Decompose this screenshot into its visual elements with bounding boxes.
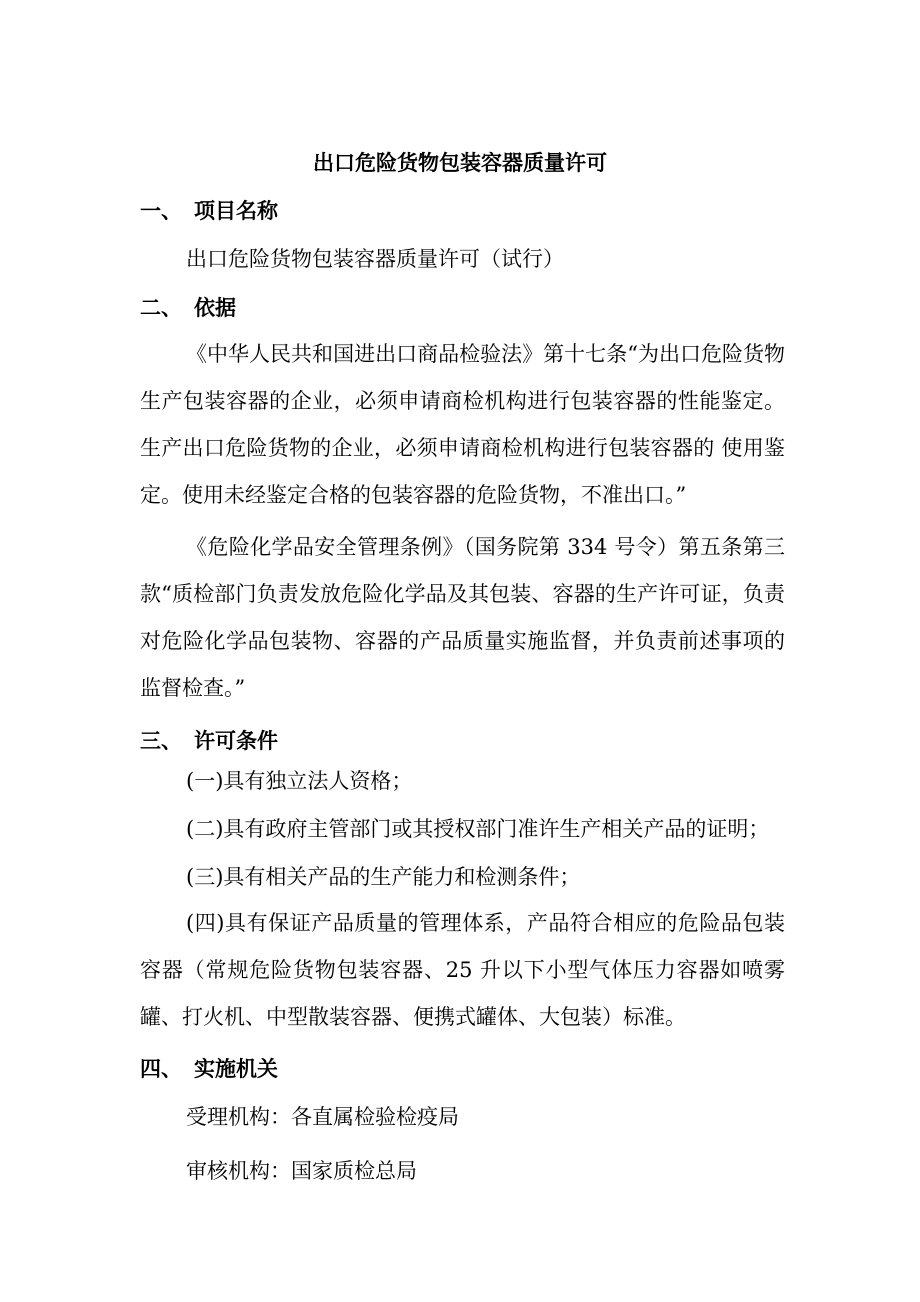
section-title: 实施机关 xyxy=(194,1056,278,1081)
document-title: 出口危险货物包装容器质量许可 xyxy=(313,150,607,175)
paragraph: 受理机构：各直属检验检疫局 xyxy=(186,1105,459,1129)
paragraph: (二)具有政府主管部门或其授权部门准许生产相关产品的证明； xyxy=(186,817,770,841)
section-number: 四、 xyxy=(140,1056,182,1081)
paragraph: (三)具有相关产品的生产能力和检测条件； xyxy=(186,865,581,889)
section-number: 一、 xyxy=(140,198,182,223)
section-number: 三、 xyxy=(140,728,182,753)
section-number: 二、 xyxy=(140,295,182,320)
section-title: 许可条件 xyxy=(194,728,278,753)
section-title: 项目名称 xyxy=(194,198,278,223)
paragraph: 《中华人民共和国进出口商品检验法》第十七条“为出口危险货物生产包装容器的企业，必须申请商检机构进行包装容器的性能鉴定。生产出口危险货物的企业，必须申请商检机构进行包装容器的 使用鉴定。使用未经鉴定合格的包装容器的危险货物，不准出口。” xyxy=(140,342,785,507)
paragraph: (四)具有保证产品质量的管理体系，产品符合相应的危险品包装容器（常规危险货物包装容器、25 升以下小型气体压力容器如喷雾罐、打火机、中型散装容器、便携式罐体、大包装）标准。 xyxy=(140,911,785,1029)
paragraph: 《危险化学品安全管理条例》（国务院第 334 号令）第五条第三款“质检部门负责发放危险化学品及其包装、容器的生产许可证，负责对危险化学品包装物、容器的产品质量实施监督，并负责前述事项的监督检查。” xyxy=(140,535,785,700)
paragraph: 出口危险货物包装容器质量许可（试行） xyxy=(186,247,564,271)
paragraph: (一)具有独立法人资格； xyxy=(186,769,413,793)
paragraph: 审核机构：国家质检总局 xyxy=(186,1159,417,1183)
section-heading-4 xyxy=(140,1054,278,1084)
section-title: 依据 xyxy=(194,295,236,320)
section-heading-2 xyxy=(140,293,236,323)
section-heading-3 xyxy=(140,726,278,756)
section-heading-1 xyxy=(140,196,278,226)
